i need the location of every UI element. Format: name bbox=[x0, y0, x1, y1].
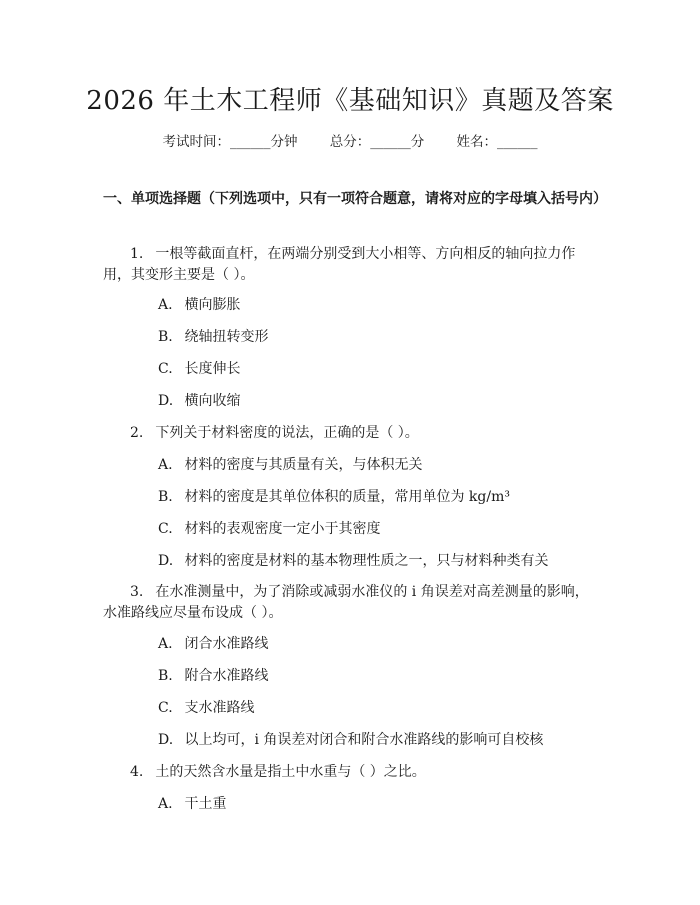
option-text: 附合水准路线 bbox=[184, 668, 269, 684]
option-letter: D. bbox=[158, 393, 174, 409]
question-1-option-b bbox=[158, 327, 598, 347]
option-letter: D. bbox=[158, 553, 174, 569]
option-letter: B. bbox=[158, 668, 173, 684]
question-4-stem bbox=[103, 762, 600, 783]
question-2-option-c bbox=[158, 519, 598, 539]
question-1-option-d bbox=[158, 391, 598, 411]
option-letter: C. bbox=[158, 361, 173, 377]
option-text: 绕轴扭转变形 bbox=[184, 329, 269, 345]
option-text: 支水准路线 bbox=[184, 700, 255, 716]
option-letter: C. bbox=[158, 700, 173, 716]
question-2-option-a bbox=[158, 455, 598, 475]
question-2-option-d bbox=[158, 551, 598, 571]
question-3-option-d bbox=[158, 730, 598, 750]
question-text: 下列关于材料密度的说法，正确的是（ ）。 bbox=[155, 425, 419, 441]
option-letter: A. bbox=[158, 457, 173, 473]
option-text: 材料的密度是材料的基本物理性质之一，只与材料种类有关 bbox=[184, 553, 549, 569]
option-text: 长度伸长 bbox=[184, 361, 241, 377]
exam-info-line bbox=[0, 130, 700, 150]
question-2-option-b bbox=[158, 487, 598, 507]
question-number: 2. bbox=[130, 425, 144, 441]
question-1-option-a bbox=[158, 295, 598, 315]
question-number: 1. bbox=[130, 246, 144, 262]
question-text: 一根等截面直杆，在两端分别受到大小相等、方向相反的轴向拉力作用，其变形主要是（ ）。 bbox=[103, 246, 576, 283]
option-letter: A. bbox=[158, 796, 173, 812]
question-1-option-c bbox=[158, 359, 598, 379]
option-letter: A. bbox=[158, 636, 173, 652]
exam-score-field: 总分：______分 bbox=[329, 134, 425, 150]
option-text: 以上均可，i 角误差对闭合和附合水准路线的影响可自校核 bbox=[184, 732, 544, 748]
option-letter: B. bbox=[158, 489, 173, 505]
section-heading: 一、单项选择题（下列选项中，只有一项符合题意，请将对应的字母填入括号内） bbox=[103, 191, 607, 207]
option-text: 横向膨胀 bbox=[184, 297, 241, 313]
exam-name-field: 姓名：______ bbox=[456, 134, 538, 150]
option-text: 闭合水准路线 bbox=[184, 636, 269, 652]
option-text: 材料的密度与其质量有关，与体积无关 bbox=[184, 457, 423, 473]
option-text: 材料的密度是其单位体积的质量，常用单位为 kg/m³ bbox=[184, 489, 510, 505]
question-number: 3. bbox=[130, 584, 144, 600]
option-text: 干土重 bbox=[184, 796, 227, 812]
question-1-stem bbox=[103, 244, 600, 286]
question-3-stem bbox=[103, 582, 600, 624]
option-letter: D. bbox=[158, 732, 174, 748]
question-4-option-a bbox=[158, 794, 598, 814]
question-text: 在水准测量中，为了消除或减弱水准仪的 i 角误差对高差测量的影响，水准路线应尽量布设成（ ）。 bbox=[103, 584, 589, 621]
question-2-stem bbox=[103, 423, 600, 444]
question-3-option-b bbox=[158, 666, 598, 686]
question-3-option-c bbox=[158, 698, 598, 718]
option-letter: C. bbox=[158, 521, 173, 537]
option-text: 横向收缩 bbox=[184, 393, 241, 409]
question-text: 土的天然含水量是指土中水重与（ ）之比。 bbox=[155, 764, 426, 780]
exam-time-field: 考试时间：______分钟 bbox=[162, 134, 298, 150]
option-letter: A. bbox=[158, 297, 173, 313]
question-number: 4. bbox=[130, 764, 144, 780]
option-letter: B. bbox=[158, 329, 173, 345]
document-title: 2026 年土木工程师《基础知识》真题及答案 bbox=[86, 86, 614, 116]
option-text: 材料的表观密度一定小于其密度 bbox=[184, 521, 381, 537]
question-3-option-a bbox=[158, 634, 598, 654]
